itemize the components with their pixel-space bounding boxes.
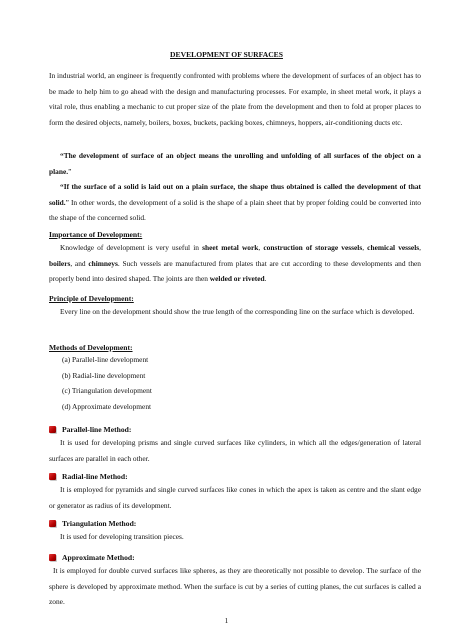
principle-heading: Principle of Development: <box>49 294 134 303</box>
page-number: 1 <box>224 616 229 625</box>
triangulation-paragraph: It is used for developing transition pieces. <box>60 532 184 541</box>
parallel-heading <box>49 425 131 434</box>
red-square-bullet-icon <box>49 473 56 480</box>
parallel-heading-text: Parallel-line Method: <box>62 425 132 434</box>
definition-2-bold: “If the surface of a solid is laid out on a plain surface, the shape thus obtained is called the development of that solid. <box>49 182 421 207</box>
approximate-paragraph: It is employed for double curved surfaces like spheres, as they are theoretically not possible to develop. The surface of the sphere is developed by approximate method. When the surface is cut by a series of cutting planes, the cut surfaces is called a zone. <box>49 566 421 607</box>
parallel-paragraph: It is used for developing prisms and single curved surfaces like cylinders, in which all the edges/generation of lateral surfaces are parallel in each other. <box>49 438 421 463</box>
triangulation-heading <box>49 519 136 528</box>
importance-text-4: , <box>419 243 421 252</box>
importance-text-6: . Such vessels are manufactured from plates that are cut according to these developments and then properly bend into desired shaped. The joints are then <box>49 258 422 284</box>
importance-bold-2: construction of storage vessels <box>263 243 363 252</box>
methods-list <box>62 352 152 414</box>
importance-text-7: . <box>264 274 267 284</box>
importance-bold-4: boilers <box>49 258 71 268</box>
importance-heading: Importance of Development: <box>49 230 143 239</box>
intro-paragraph: In industrial world, an engineer is frequently confronted with problems where the development of surfaces of an object has to be made to help him to go ahead with the design and manufacturing processes. For example, in sheet metal work, it plays a vital role, thus enabling a mechanic to cut proper size of the plate from the development and then to fold at proper places to form the desired objects, namely, boilers, boxes, buckets, packing boxes, chimneys, hoppers, air-conditioning ducts etc. <box>49 71 421 127</box>
importance-text-3: , <box>362 243 368 252</box>
radial-heading-text: Radial-line Method: <box>62 472 128 481</box>
methods-list-item: (a) Parallel-line development <box>62 355 149 364</box>
definition-1-close: ” <box>68 166 72 176</box>
radial-paragraph: It is employed for pyramids and single curved surfaces like cones in which the apex is taken as centre and the slant edge or generator as radius of its development. <box>49 485 421 510</box>
methods-heading: Methods of Development: <box>49 343 133 352</box>
definition-1-bold: “The development of surface of an object means the unrolling and unfolding of all surfaces of the object on a plane. <box>49 151 421 176</box>
methods-list-item: (c) Triangulation development <box>62 386 152 396</box>
document-title: DEVELOPMENT OF SURFACES <box>170 50 283 59</box>
principle-paragraph: Every line on the development should show the true length of the corresponding line on the surface which is developed. <box>60 307 415 316</box>
importance-text-1: Knowledge of development is very useful in <box>60 243 203 252</box>
approximate-heading <box>49 553 135 562</box>
importance-bold-6: welded or riveted <box>209 274 265 284</box>
triangulation-heading-text: Triangulation Method: <box>62 519 137 528</box>
red-square-bullet-icon <box>49 520 56 527</box>
methods-list-item: (b) Radial-line development <box>62 370 146 380</box>
importance-bold-3: chemical vessels <box>367 243 420 252</box>
importance-text-2: , <box>258 243 264 252</box>
methods-list-item: (d) Approximate development <box>62 401 152 411</box>
importance-bold-1: sheet metal work <box>202 243 259 252</box>
importance-text-5: , and <box>70 258 89 268</box>
approximate-heading-text: Approximate Method: <box>62 553 135 562</box>
definition-1 <box>49 148 421 179</box>
red-square-bullet-icon <box>49 426 56 433</box>
red-square-bullet-icon <box>49 554 56 561</box>
definition-2 <box>49 179 421 226</box>
importance-bold-5: chimneys <box>88 258 118 268</box>
radial-heading <box>49 472 128 481</box>
importance-paragraph <box>49 240 421 287</box>
definition-2-rest: ” In other words, the development of a solid is the shape of a plain sheet that by proper folding could be converted into the shape of the concerned solid. <box>49 197 421 223</box>
